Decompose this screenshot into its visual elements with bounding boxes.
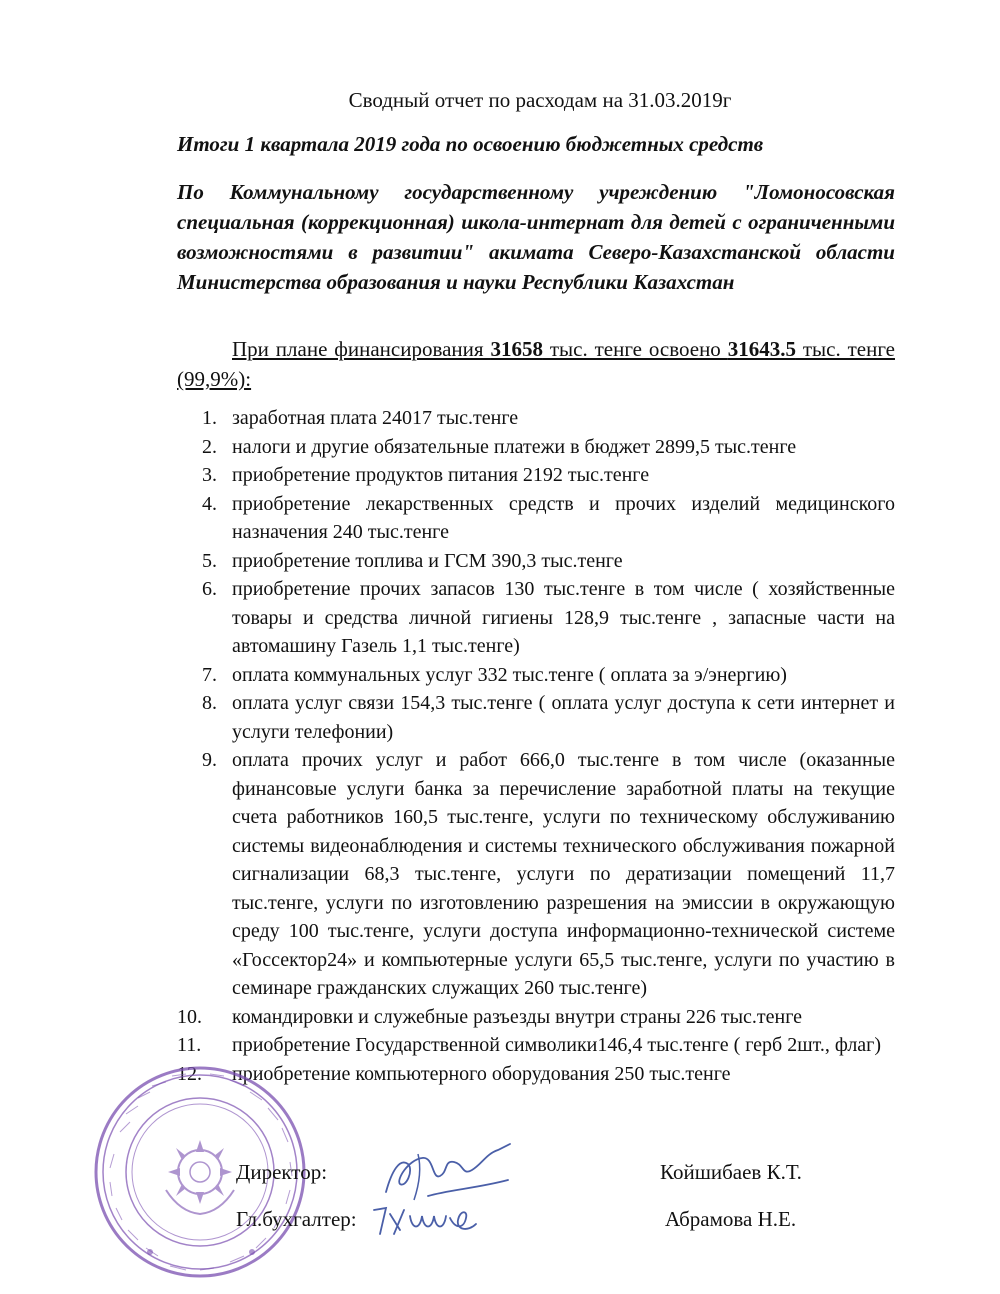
item-number: 9. bbox=[202, 749, 217, 771]
expense-list bbox=[177, 404, 895, 1088]
report-subtitle: Итоги 1 квартала 2019 года по освоению бюджетных средств bbox=[177, 132, 764, 156]
item-number: 10. bbox=[177, 1005, 202, 1028]
accountant-label: Гл.бухгалтер: bbox=[236, 1207, 357, 1231]
item-text: приобретение лекарственных средств и прочих изделий медицинского назначения 240 тыс.тенге bbox=[232, 492, 895, 543]
accountant-signature bbox=[370, 1200, 480, 1240]
list-item bbox=[202, 547, 895, 576]
item-number: 8. bbox=[202, 692, 217, 714]
item-text: приобретение продуктов питания 2192 тыс.тенге bbox=[232, 464, 650, 486]
item-text: заработная плата 24017 тыс.тенге bbox=[232, 407, 519, 429]
spent-amount: 31643.5 bbox=[727, 337, 796, 361]
plan-summary bbox=[177, 334, 895, 394]
item-text: приобретение прочих запасов 130 тыс.тенге в том числе ( хозяйственные товары и средства личной гигиены 128,9 тыс.тенге , запасные части на автомашину Газель 1,1 тыс.тенге) bbox=[232, 578, 895, 657]
report-title: Сводный отчет по расходам на 31.03.2019г bbox=[348, 88, 732, 112]
item-text: налоги и другие обязательные платежи в бюджет 2899,5 тыс.тенге bbox=[232, 435, 797, 458]
item-text: приобретение компьютерного оборудования 250 тыс.тенге bbox=[232, 1062, 731, 1085]
item-number: 2. bbox=[202, 435, 217, 458]
item-number: 11. bbox=[177, 1034, 202, 1056]
director-name: Койшибаев К.Т. bbox=[660, 1160, 802, 1184]
list-item bbox=[202, 433, 895, 462]
item-text: командировки и служебные разъезды внутри страны 226 тыс.тенге bbox=[232, 1005, 803, 1028]
item-number: 5. bbox=[202, 549, 217, 572]
item-text: приобретение топлива и ГСМ 390,3 тыс.тенге bbox=[232, 549, 623, 572]
plan-prefix: При плане финансирования bbox=[232, 337, 491, 361]
accountant-name: Абрамова Н.Е. bbox=[665, 1207, 797, 1231]
item-text: оплата услуг связи 154,3 тыс.тенге ( оплата услуг доступа к сети интернет и услуги телефонии) bbox=[232, 692, 895, 743]
item-number: 3. bbox=[202, 464, 217, 486]
list-item bbox=[202, 689, 895, 746]
list-item bbox=[177, 1003, 895, 1032]
item-number: 6. bbox=[202, 578, 217, 600]
list-item bbox=[202, 575, 895, 661]
item-number: 7. bbox=[202, 663, 217, 686]
list-item bbox=[202, 490, 895, 547]
list-item bbox=[202, 461, 895, 490]
plan-suffix: тыс. тенге (99,9%): bbox=[177, 337, 895, 391]
item-text: оплата прочих услуг и работ 666,0 тыс.тенге в том числе (оказанные финансовые услуги банка за перечисление заработной платы на текущие счета работников 160,5 тыс.тенге, услуги по техническому обслуживанию системы видеонаблюдения и системы технического обслуживания пожарной сигнализации 68,3 тыс.тенге, услуги по дератизации помещений 11,7 тыс.тенге, услуги по изготовлению разрешения на эмиссии в окружающую среду 100 тыс.тенге, услуги доступа информационно-технической системе «Госсектор24» и компьютерные услуги 65,5 тыс.тенге, услуги по участию в семинаре гражданских служащих 260 тыс.тенге) bbox=[232, 749, 895, 999]
list-item bbox=[202, 746, 895, 1003]
list-item bbox=[202, 404, 895, 433]
plan-middle: тыс. тенге освоено bbox=[542, 337, 728, 361]
item-number: 12. bbox=[177, 1062, 202, 1085]
director-label: Директор: bbox=[236, 1160, 328, 1184]
item-number: 1. bbox=[202, 407, 217, 429]
item-number: 4. bbox=[202, 492, 217, 515]
plan-amount: 31658 bbox=[490, 337, 543, 361]
item-text: оплата коммунальных услуг 332 тыс.тенге ( оплата за э/энергию) bbox=[232, 663, 787, 686]
list-item bbox=[202, 661, 895, 690]
organization-name: По Коммунальному государственному учреждению "Ломоносовская специальная (коррекционная) школа-интернат для детей с ограниченными возможностями в развитии" акимата Северо-Казахстанской области Министерства образования и науки Республики Казахстан bbox=[177, 180, 895, 294]
list-item bbox=[177, 1031, 895, 1060]
item-text: приобретение Государственной символики146,4 тыс.тенге ( герб 2шт., флаг) bbox=[232, 1034, 882, 1056]
